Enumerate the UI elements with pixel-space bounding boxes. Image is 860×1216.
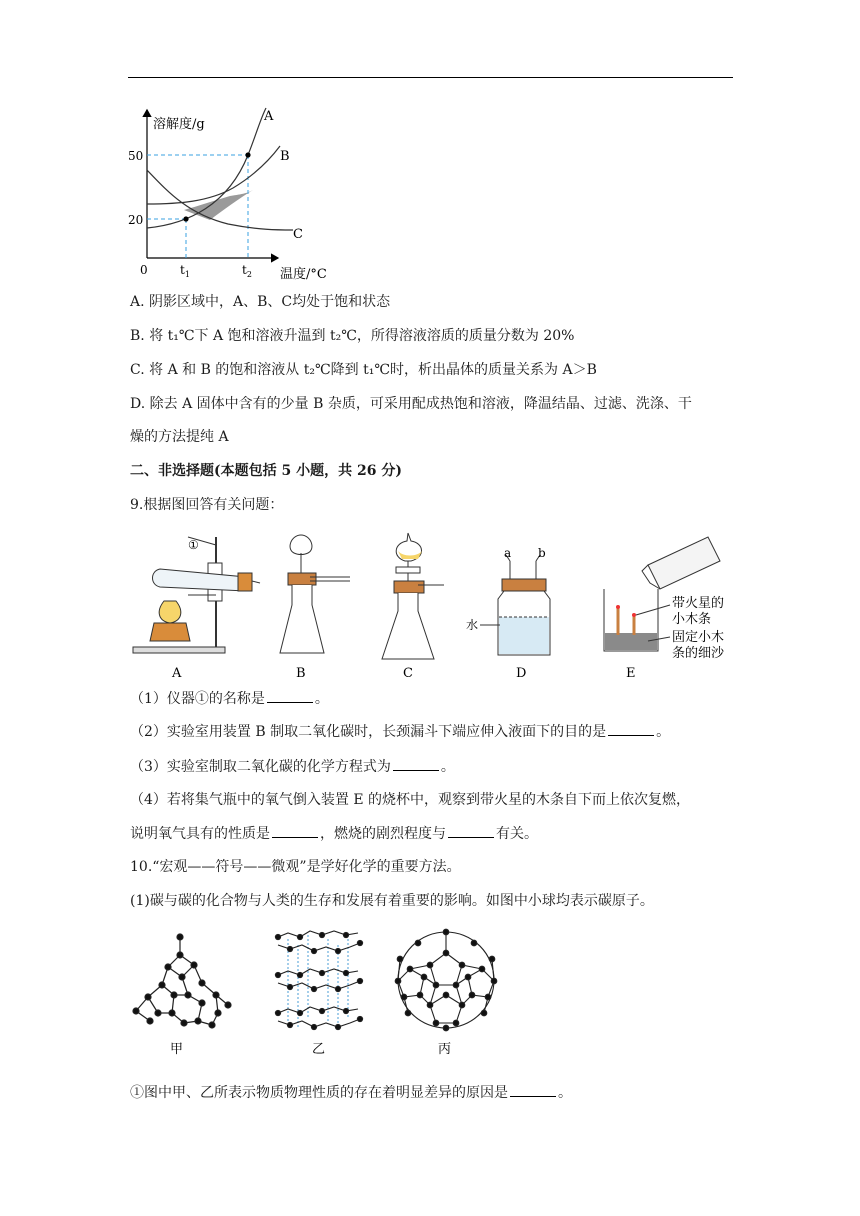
answer-blank[interactable]	[448, 823, 494, 838]
label-splint1: 带火星的	[672, 596, 725, 611]
point-t1	[183, 216, 188, 221]
q9-part2-end: 。	[656, 724, 671, 740]
structure-c60	[395, 929, 497, 1031]
label-port-b: b	[538, 546, 546, 560]
structure-graphite	[275, 931, 362, 1030]
label-b: B	[296, 666, 306, 681]
carbon-structures	[128, 925, 508, 1060]
point-t2	[245, 152, 250, 157]
option-d-line1: D. 除去 A 固体中含有的少量 B 杂质，可采用配成热饱和溶液，降温结晶、过滤、洗涤、干	[130, 396, 692, 412]
q9-part1	[130, 688, 329, 709]
q9-part2	[130, 721, 670, 742]
series-label-a: A	[264, 109, 274, 124]
label-splint2: 小木条	[672, 612, 712, 627]
label-yi: 乙	[312, 1042, 326, 1057]
label-c: C	[403, 666, 413, 681]
apparatus-a	[133, 537, 260, 653]
q9-part5	[130, 823, 538, 844]
label-port-a: a	[504, 546, 512, 560]
section-heading: 二、非选择题(本题包括 5 小题，共 26 分)	[130, 463, 402, 479]
solubility-chart	[118, 100, 348, 290]
x-tick-t2-sub: 2	[246, 270, 252, 279]
origin-label: 0	[140, 263, 148, 277]
answer-blank[interactable]	[510, 1082, 556, 1097]
y-axis-label: 溶解度/g	[153, 117, 205, 132]
q9-part1-text: （1）仪器①的名称是	[130, 691, 265, 707]
structure-diamond	[133, 934, 231, 1028]
x-tick-t2: $t_2$	[242, 263, 252, 279]
option-a: A. 阴影区域中，A、B、C均处于饱和状态	[130, 294, 391, 310]
apparatus-e	[604, 537, 725, 661]
q10-sub1-end: 。	[558, 1085, 572, 1101]
apparatus-b	[280, 535, 350, 653]
option-d-line2: 燥的方法提纯 A	[130, 429, 229, 445]
q9-part3	[130, 756, 455, 777]
label-bing: 丙	[438, 1042, 452, 1057]
q9-part5-mid: ，燃烧的剧烈程度与	[320, 826, 446, 842]
label-circle1: ①	[188, 538, 199, 552]
apparatus-d	[466, 546, 550, 655]
q10-sub1	[130, 1082, 572, 1103]
q9-part3-end: 。	[440, 759, 455, 775]
q10-sub1-text: ①图中甲、乙所表示物质物理性质的存在着明显差异的原因是	[130, 1085, 508, 1101]
label-jia: 甲	[170, 1042, 184, 1057]
apparatus-c	[382, 533, 444, 659]
q9-part3-text: （3）实验室制取二氧化碳的化学方程式为	[130, 759, 391, 775]
q9-part1-end: 。	[314, 691, 329, 707]
label-water: 水	[466, 618, 479, 632]
option-b: B. 将 t₁℃下 A 饱和溶液升温到 t₂℃，所得溶液溶质的质量分数为 20%	[130, 328, 575, 344]
q9-part5-text: 说明氧气具有的性质是	[130, 826, 270, 842]
label-a: A	[172, 666, 182, 681]
answer-blank[interactable]	[393, 756, 439, 771]
label-sand2: 条的细沙	[672, 646, 725, 661]
answer-blank[interactable]	[272, 823, 318, 838]
label-sand1: 固定小木	[672, 630, 725, 645]
x-axis-label: 温度/°C	[280, 267, 327, 282]
answer-blank[interactable]	[267, 688, 313, 703]
q10-part1: (1)碳与碳的化合物与人类的生存和发展有着重要的影响。如图中小球均表示碳原子。	[130, 893, 654, 909]
q9-part2-text: （2）实验室用装置 B 制取二氧化碳时，长颈漏斗下端应伸入液面下的目的是	[130, 724, 607, 740]
label-e: E	[626, 666, 636, 681]
q10-stem: 10.“宏观——符号——微观”是学好化学的重要方法。	[130, 859, 461, 875]
answer-blank[interactable]	[608, 721, 654, 736]
x-tick-t1: $t_1$	[180, 263, 190, 279]
x-tick-t1-sub: 1	[184, 270, 190, 279]
option-c: C. 将 A 和 B 的饱和溶液从 t₂℃降到 t₁℃时，析出晶体的质量关系为 A＞B	[130, 362, 597, 378]
q9-part5-end: 有关。	[496, 826, 538, 842]
y-tick-50: 50	[128, 149, 144, 163]
apparatus-figure	[128, 525, 733, 685]
label-d: D	[516, 666, 527, 681]
header-rule	[128, 77, 733, 78]
series-label-c: C	[293, 227, 303, 242]
series-label-b: B	[280, 149, 290, 164]
q9-stem: 9.根据图回答有关问题：	[130, 497, 284, 513]
q9-part4: （4）若将集气瓶中的氧气倒入装置 E 的烧杯中，观察到带火星的木条自下而上依次复燃，	[130, 792, 691, 808]
y-tick-20: 20	[128, 213, 144, 227]
